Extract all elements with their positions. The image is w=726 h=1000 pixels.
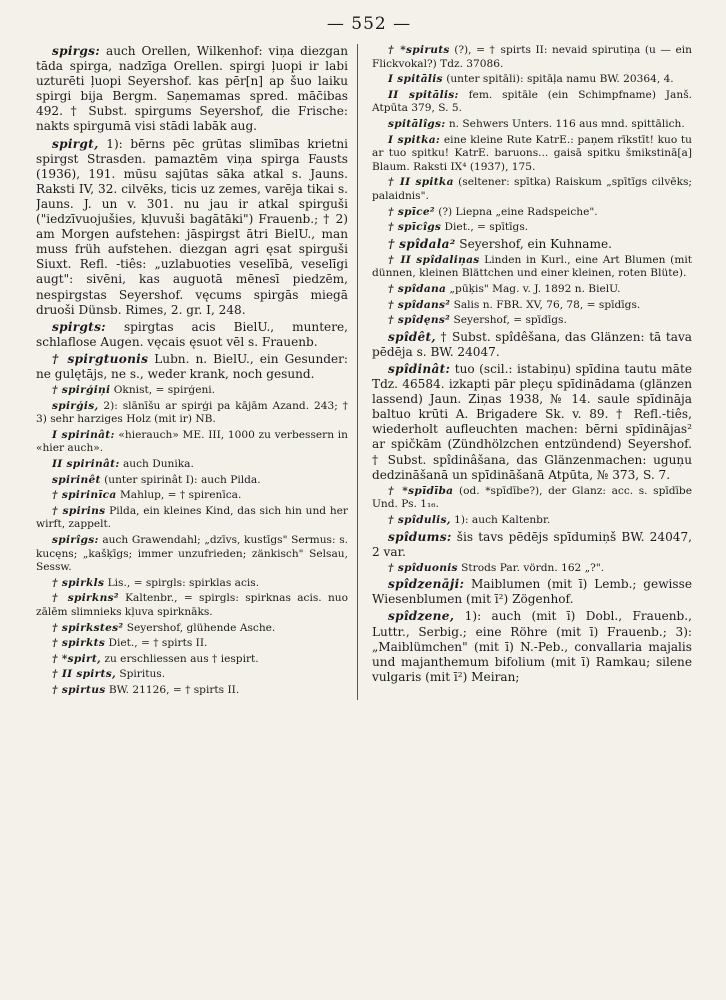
entry-text: auch Grawendahl; „dzīvs, kustīgs" Sermus: s. kucęns; „kašķīgs; immer unzufrieden; zänkisch" Selsau, Sessw. [36,534,348,574]
entry-headword: † II spîdaliņas [388,253,480,266]
entry-text: Diet., = † spirts II. [108,637,208,650]
dictionary-entry [36,622,348,636]
entry-text: Seyershof, ein Kuhname. [459,236,612,251]
entry-headword: † spirins [52,504,106,517]
entry-text: (seltener: spītka) Raiskum „spītīgs cilvēks; palaidnis". [372,176,692,202]
dictionary-entry [372,562,692,576]
entry-headword: † spirģiņi [52,384,111,397]
page-number: — 552 — [326,14,412,34]
entry-headword: † spirkls [52,576,105,589]
dictionary-entry [36,489,348,503]
entry-headword: II spitālis: [388,88,459,101]
entry-text: Seyershof, glühende Asche. [126,621,276,634]
entry-text: spirgtas acis BielU., muntere, schlaflose Augen. vęcais ęsuot vēl s. Frauenb. [36,319,348,349]
dictionary-entry [36,137,348,318]
entry-headword: † spirtus [52,683,106,696]
entry-text: Mahlup, = † spirenīca. [119,489,242,502]
dictionary-entry [36,577,348,591]
entry-text: † Subst. spîdêšana, das Glänzen: tā tava pēdēja s. BW. 24047. [372,329,692,359]
entry-text: 1): bērns pēc grūtas slimības krietni spirgst Strasden. pamaztēm viņa spirga Fausts (1936), 191. mūsu sajūtas sāka atkal s. Jauns. Raksti IV, 32. cilvēks, ticis uz zemes, varēja tikai s. Jauns. J. un v. 301. nu jau ir atkal spirguši ("iedzīvuojušies, kļuvuši bagātāki") Frauenb.; † 2) am Morgen aufstehen: jāspirgst ātri BielU., man muss früh aufstehen. diezgan agri ęsat spirguši Siuxt. Refl. -tiês: „uzlabuoties veselībā, veselīgi augt": sivēni, kas auguotā mēnesī piedzēm, nespirgstas Seyershof. vęcums spirgās miegā druoši Dünsb. Rimes, 2. gr. I, 248. [36,136,348,317]
entry-headword: spîdêt, [388,329,436,344]
entry-headword: spirinêt [52,473,101,486]
dictionary-entry [36,592,348,619]
dictionary-entry [372,221,692,235]
dictionary-entry [372,134,692,175]
dictionary-entry [36,458,348,472]
dictionary-entry [36,637,348,651]
entry-text: auch Dunika. [122,458,194,471]
left-column [36,44,358,700]
entry-text: fem. spitāle (ein Schimpfname) Janš. Atpūta 379, S. 5. [372,88,692,115]
dictionary-entry [36,668,348,682]
dictionary-entry [372,89,692,116]
dictionary-entry [36,400,348,427]
entry-text: šis tavs pēdējs spīdumiņš BW. 24047, 2 var. [372,529,692,559]
entry-text: Linden in Kurl., eine Art Blumen (mit dünnen, kleinen Blättchen und einer kleinen, roten Blüte). [372,253,692,280]
entry-text: zu erschliessen aus † iespirt. [104,652,259,665]
entry-text: 2): slānīšu ar spirģi pa kājām Azand. 243; † 3) sehr harziges Holz (mit ir) NB. [36,399,348,426]
entry-text: Spiritus. [119,668,166,681]
entry-text: Diet., = spītīgs. [444,221,529,234]
entry-headword: † II spirts, [52,668,116,681]
dictionary-entry [372,362,692,483]
entry-headword: spîdums: [388,529,452,544]
entry-text: (?), = † spirts II: nevaid spirutiņa (u — ein Flickvokal?) Tdz. 37086. [372,44,692,70]
entry-text: Salis n. FBR. XV, 76, 78, = spīdīgs. [453,298,641,311]
entry-text: Maiblumen (mit ī) Lemb.; gewisse Wiesenblumen (mit ī²) Zögenhof. [372,577,692,607]
dictionary-entry [372,330,692,360]
dictionary-entry [372,514,692,528]
entry-headword: I spitālis [388,73,443,86]
entry-headword: † spīcîgs [388,221,442,234]
dictionary-entry [36,320,348,350]
entry-headword: † spirkts [52,637,106,650]
entry-text: (od. *spīdībe?), der Glanz: acc. s. spīdībe Und. Ps. 1₁₆. [372,484,692,511]
entry-headword: spirgt, [52,136,99,151]
dictionary-entry [372,237,692,252]
dictionary-entry [372,299,692,313]
entry-text: auch Orellen, Wilkenhof: viņa diezgan tāda spirga, nadzīga Orellen. spirgi ļuopi ir labi uzturēti ļuopi Seyershof. kas pēr[n] ap šuo laiku spirgi bija Bergm. Saņemamas spred. māc̄ibas 492. † Subst. spirgums Seyershof, die Frische: nakts spirgumā visi stādi labāk aug. [36,44,348,134]
entry-headword: I spitka: [388,133,441,146]
entry-headword: † *spīdība [388,484,454,497]
entry-headword: spirgs: [52,44,101,58]
entry-text: Seyershof, = spīdīgs. [453,314,567,327]
entry-headword: spirgts: [52,319,106,334]
dictionary-entry [372,254,692,281]
dictionary-entry [372,73,692,87]
dictionary-entry [36,352,348,382]
entry-headword: spîdzene, [388,609,455,624]
dictionary-entry [36,429,348,456]
entry-text: (unter spirinât I): auch Pilda. [104,473,261,486]
entry-headword: † spîdala² [388,236,456,251]
entry-text: BW. 21126, = † spirts II. [108,683,240,696]
entry-headword: † spîdans² [388,298,451,311]
right-column [370,44,692,700]
dictionary-entry [36,653,348,667]
entry-headword: † spirkns² [52,592,119,605]
entry-headword: spîdzenāji: [388,577,465,592]
entry-text: (unter spitāli): spitāļa namu BW. 20364, 4. [446,73,674,86]
entry-text: eine kleine Rute KatrE.: paņem rīkstīt! kuo tu ar tuo spitku! KatrE. baruons... gaisā spitku šmikstinā[a] Blaum. Raksti IX⁴ (1937), 175. [372,133,692,173]
columns [36,44,702,700]
entry-headword: II spirinât: [52,458,120,471]
dictionary-entry [36,474,348,488]
entry-text: 1): auch Kaltenbr. [454,513,551,526]
entry-text: Oknist, = spirģeni. [113,384,216,397]
entry-text: Pilda, ein kleines Kind, das sich hin und her wirft, zappelt. [36,504,348,531]
entry-text: „pūķis" Mag. v. J. 1892 n. BielU. [449,283,621,295]
dictionary-entry [36,384,348,398]
entry-headword: spîdinât: [388,361,451,376]
entry-headword: † *spiruts [388,44,450,56]
entry-text: Lis., = spirgls: spirklas acis. [107,576,260,589]
entry-headword: † *spirt, [52,652,102,665]
dictionary-entry [372,206,692,220]
dictionary-entry [372,283,692,297]
entry-headword: † spīce² [388,205,435,218]
dictionary-entry [372,314,692,328]
entry-text: 1): auch (mit ī) Dobl., Frauenb., Luttr., Serbig.; eine Röhre (mit ī) Frauenb.; 3): „Maiblümchen" (mit ī) N.-Peb., convallaria majalis und majanthemum bifolium (mit ī) Ramkau; silene vulgaris (mit ī²) Meiran; [372,609,692,684]
entry-headword: † spirinīca [52,489,117,502]
entry-headword: I spirinât: [52,428,115,441]
entry-text: tuo (scil.: istabiņu) spīdina tautu māte Tdz. 46584. izkapti pār pleçu spīdinādama (glänzen lassend) Jaun. Ziņas 1938, № 14. saule spīdināja baltuo krūti A. Brigadere Sk. v. 89. † Refl.-tiês, wiederholt aufleuchten machen: bērni spīdinājas² ar spičkām (Zündhölzchen entzündend) Seyershof. † Subst. spîdinâšana, das Glänzenmachen: uguņu dedzināšanā un spīdināšanā Atpūta, № 373, S. 7. [372,361,692,482]
entry-headword: † spirkstes² [52,621,124,634]
dictionary-entry [36,44,348,135]
dictionary-entry [372,485,692,512]
entry-text: Lubn. n. BielU., ein Gesunder: ne gulętājs, ne s., weder krank, noch gesund. [36,351,348,381]
dictionary-entry [372,530,692,560]
entry-headword: spirîgs: [52,534,99,546]
entry-headword: † II spitka [388,176,454,189]
dictionary-entry [36,534,348,575]
entry-headword: † spîduonis [388,561,458,574]
entry-headword: spitālîgs: [388,117,446,130]
dictionary-entry [372,577,692,607]
entry-headword: † spirgtuonis [52,351,149,366]
dictionary-entry [372,118,692,132]
dictionary-entry [36,684,348,698]
dictionary-entry [36,505,348,532]
dictionary-entry [372,176,692,203]
entry-headword: † spîdęns² [388,314,451,327]
entry-text: Strods Par. vördn. 162 „?". [461,561,605,574]
entry-text: (?) Liepna „eine Radspeiche". [438,205,598,218]
entry-headword: † spîdana [388,283,447,295]
dictionary-entry [372,609,692,684]
entry-text: Kaltenbr., = spirgls: spirknas acis. nuo zālēm slimnieks kļuva spirknāks. [36,592,349,618]
dictionary-entry [372,44,692,71]
entry-headword: † spîdulis, [388,513,451,526]
entry-text: «hierauch» ME. III, 1000 zu verbessern in «hier auch». [36,428,348,455]
entry-headword: spirģis, [52,399,99,412]
entry-text: n. Sehwers Unters. 116 aus mnd. spittālich. [448,117,685,130]
